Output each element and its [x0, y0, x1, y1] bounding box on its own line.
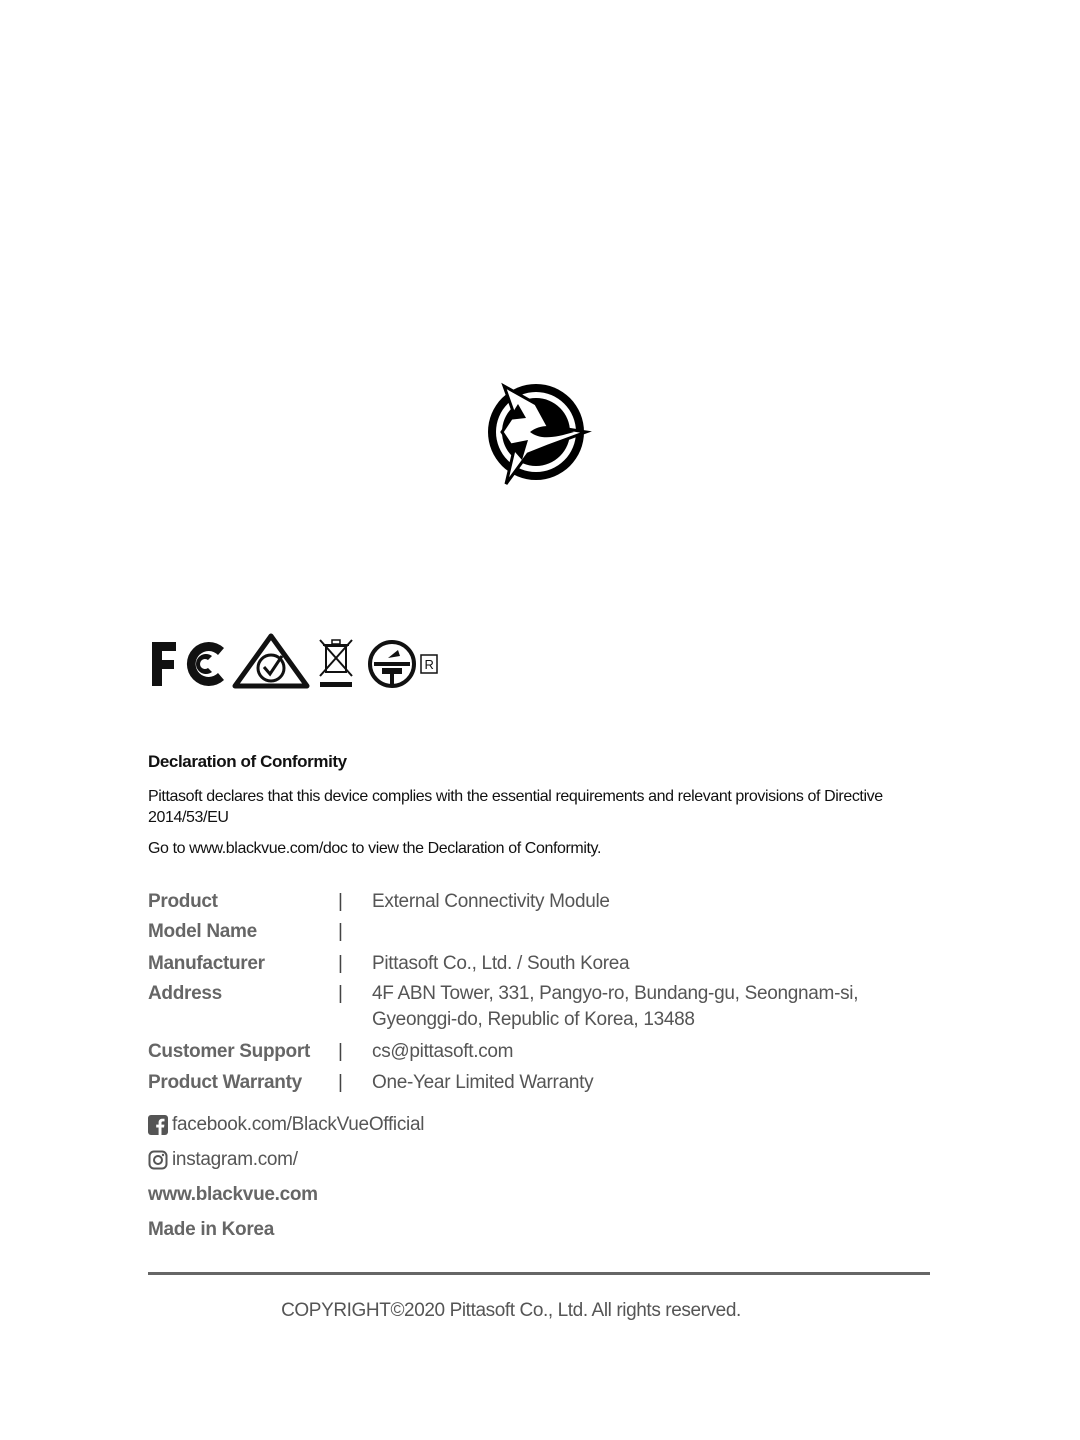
telec-mark-icon	[366, 638, 418, 690]
info-separator: |	[338, 891, 343, 912]
copyright-notice: COPYRIGHT©2020 Pittasoft Co., Ltd. All rights reserved.	[281, 1300, 741, 1321]
info-separator: |	[338, 921, 343, 942]
info-separator: |	[338, 983, 343, 1004]
facebook-link-text[interactable]: facebook.com/BlackVueOfficial	[172, 1114, 425, 1135]
info-separator: |	[338, 1072, 343, 1093]
instagram-link[interactable]	[148, 1149, 298, 1171]
facebook-link[interactable]	[148, 1114, 424, 1136]
info-separator: |	[338, 1041, 343, 1062]
info-label: Manufacturer	[148, 953, 265, 974]
support-email[interactable]: cs@pittasoft.com	[372, 1041, 514, 1062]
info-value: 4F ABN Tower, 331, Pangyo-ro, Bundang-gu, Seongnam-si, Gyeonggi-do, Republic of Korea, 13488	[372, 983, 859, 1030]
rcm-mark-icon	[232, 632, 310, 690]
certification-marks	[150, 628, 438, 690]
declaration-body: Pittasoft declares that this device complies with the essential requirements and relevant provisions of Directive 2014/53/EU	[148, 788, 883, 826]
instagram-icon	[148, 1150, 168, 1170]
blackvue-logo-icon	[478, 374, 594, 490]
declaration-link-line: Go to www.blackvue.com/doc to view the Declaration of Conformity.	[148, 840, 602, 857]
weee-bin-icon	[316, 636, 356, 690]
fcc-mark-icon	[150, 638, 226, 690]
info-label: Customer Support	[148, 1041, 310, 1062]
svg-text:R: R	[424, 657, 434, 672]
info-label: Model Name	[148, 921, 257, 942]
info-separator: |	[338, 953, 343, 974]
instagram-link-text[interactable]: instagram.com/	[172, 1149, 298, 1170]
info-value: External Connectivity Module	[372, 891, 610, 912]
info-label: Product	[148, 891, 218, 912]
declaration-heading: Declaration of Conformity	[148, 752, 347, 771]
info-label: Product Warranty	[148, 1072, 302, 1093]
facebook-icon	[148, 1115, 168, 1135]
footer-divider	[148, 1272, 930, 1275]
made-in-label: Made in Korea	[148, 1219, 274, 1240]
info-label: Address	[148, 983, 222, 1004]
info-value: Pittasoft Co., Ltd. / South Korea	[372, 953, 630, 974]
info-value: One-Year Limited Warranty	[372, 1072, 594, 1093]
registered-r-icon	[420, 654, 438, 674]
website-link[interactable]: www.blackvue.com	[148, 1184, 318, 1205]
